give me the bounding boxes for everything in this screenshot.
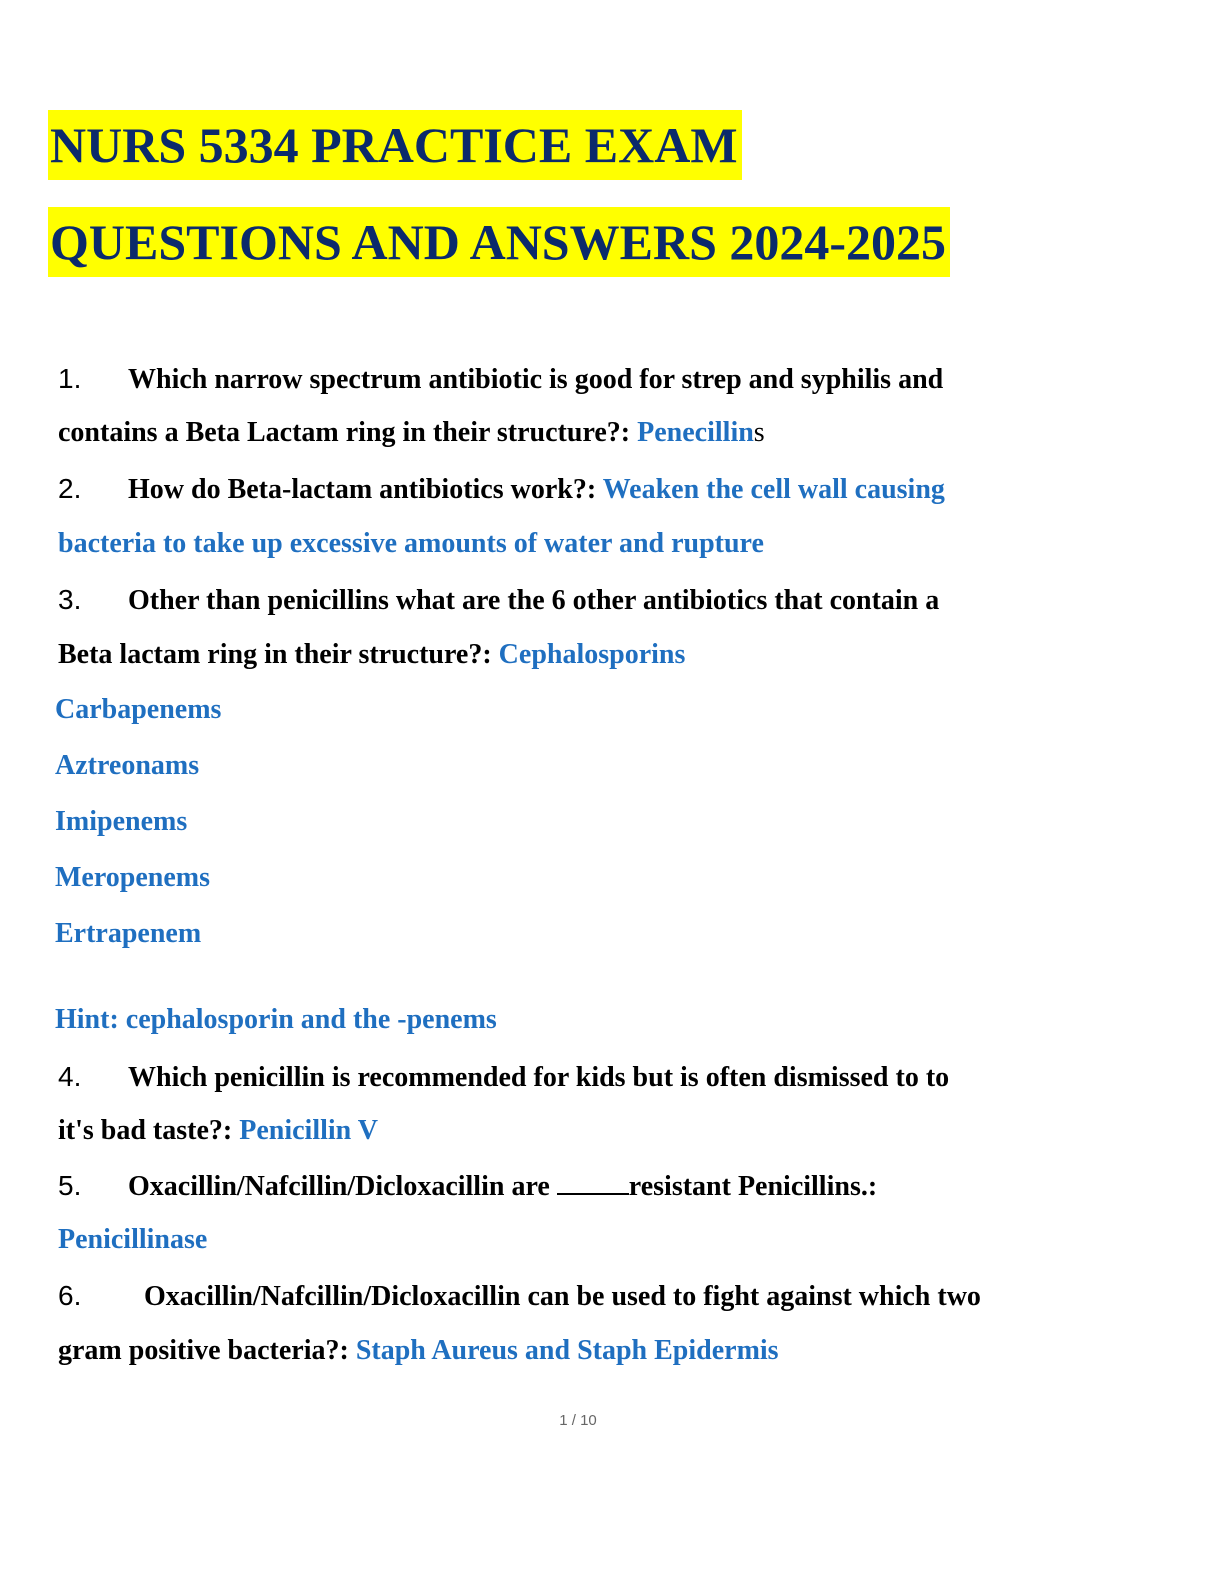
page-indicator: 1 / 10 (559, 1412, 597, 1429)
question-3-line-2 (58, 635, 685, 675)
question-1-line-1 (58, 359, 943, 400)
question-6-line-2 (58, 1331, 779, 1371)
question-1-number: 1. (58, 363, 82, 394)
question-2-line-1 (58, 469, 945, 510)
title-line-1: NURS 5334 PRACTICE EXAM (48, 110, 742, 180)
question-2-answer-1: Weaken the cell wall causing (602, 474, 945, 505)
question-3-hint: Hint: cephalosporin and the -penems (55, 1004, 497, 1035)
question-3-text-1: Other than penicillins what are the 6 other antibiotics that contain a (128, 585, 940, 616)
question-3-text-2: Beta lactam ring in their structure?: (58, 639, 492, 670)
question-5-line-2 (58, 1220, 207, 1260)
question-4-number: 4. (58, 1061, 82, 1092)
question-3-number: 3. (58, 584, 82, 615)
question-5-answer: Penicillinase (58, 1224, 208, 1255)
question-6-number: 6. (58, 1280, 82, 1311)
question-6-text-2: gram positive bacteria?: (58, 1335, 349, 1366)
question-4-text-2: it's bad taste?: (58, 1115, 233, 1146)
question-1-answer-suffix: s (753, 417, 765, 448)
question-6-text-1: Oxacillin/Nafcillin/Dicloxacillin can be used to fight against which two (144, 1281, 981, 1312)
question-5-text-before: Oxacillin/Nafcillin/Dicloxacillin are (128, 1171, 557, 1202)
question-5-text-after: resistant Penicillins.: (628, 1171, 878, 1202)
question-4-line-1 (58, 1057, 949, 1098)
question-1-text-1: Which narrow spectrum antibiotic is good for strep and syphilis and (128, 364, 944, 395)
question-1-line-2 (58, 413, 765, 453)
question-6-line-1 (58, 1276, 981, 1317)
question-5-number: 5. (58, 1170, 82, 1201)
question-2-line-2 (58, 524, 764, 564)
question-2-number: 2. (58, 473, 82, 504)
question-3-list-item: Carbapenems (55, 694, 222, 725)
question-1-text-2: contains a Beta Lactam ring in their structure?: (58, 417, 631, 448)
question-3-list-item: Aztreonams (55, 750, 200, 781)
question-4-answer: Penicillin V (239, 1115, 378, 1146)
question-2-text-1: How do Beta-lactam antibiotics work?: (128, 474, 597, 505)
question-3-list-item: Meropenems (55, 862, 210, 893)
question-3-answer: Cephalosporins (498, 639, 686, 670)
question-3-list-item: Ertrapenem (55, 918, 202, 949)
question-5-line-1 (58, 1166, 877, 1207)
question-1-answer: Penecillin (637, 417, 754, 448)
question-4-line-2 (58, 1111, 378, 1151)
question-3-line-1 (58, 580, 939, 621)
title-line-2: QUESTIONS AND ANSWERS 2024-2025 (48, 207, 950, 277)
question-6-answer: Staph Aureus and Staph Epidermis (355, 1335, 779, 1366)
fill-in-blank (557, 1169, 629, 1195)
question-3-list-item: Imipenems (55, 806, 188, 837)
question-4-text-1: Which penicillin is recommended for kids but is often dismissed to to (128, 1062, 950, 1093)
question-2-answer-2: bacteria to take up excessive amounts of water and rupture (58, 528, 764, 559)
